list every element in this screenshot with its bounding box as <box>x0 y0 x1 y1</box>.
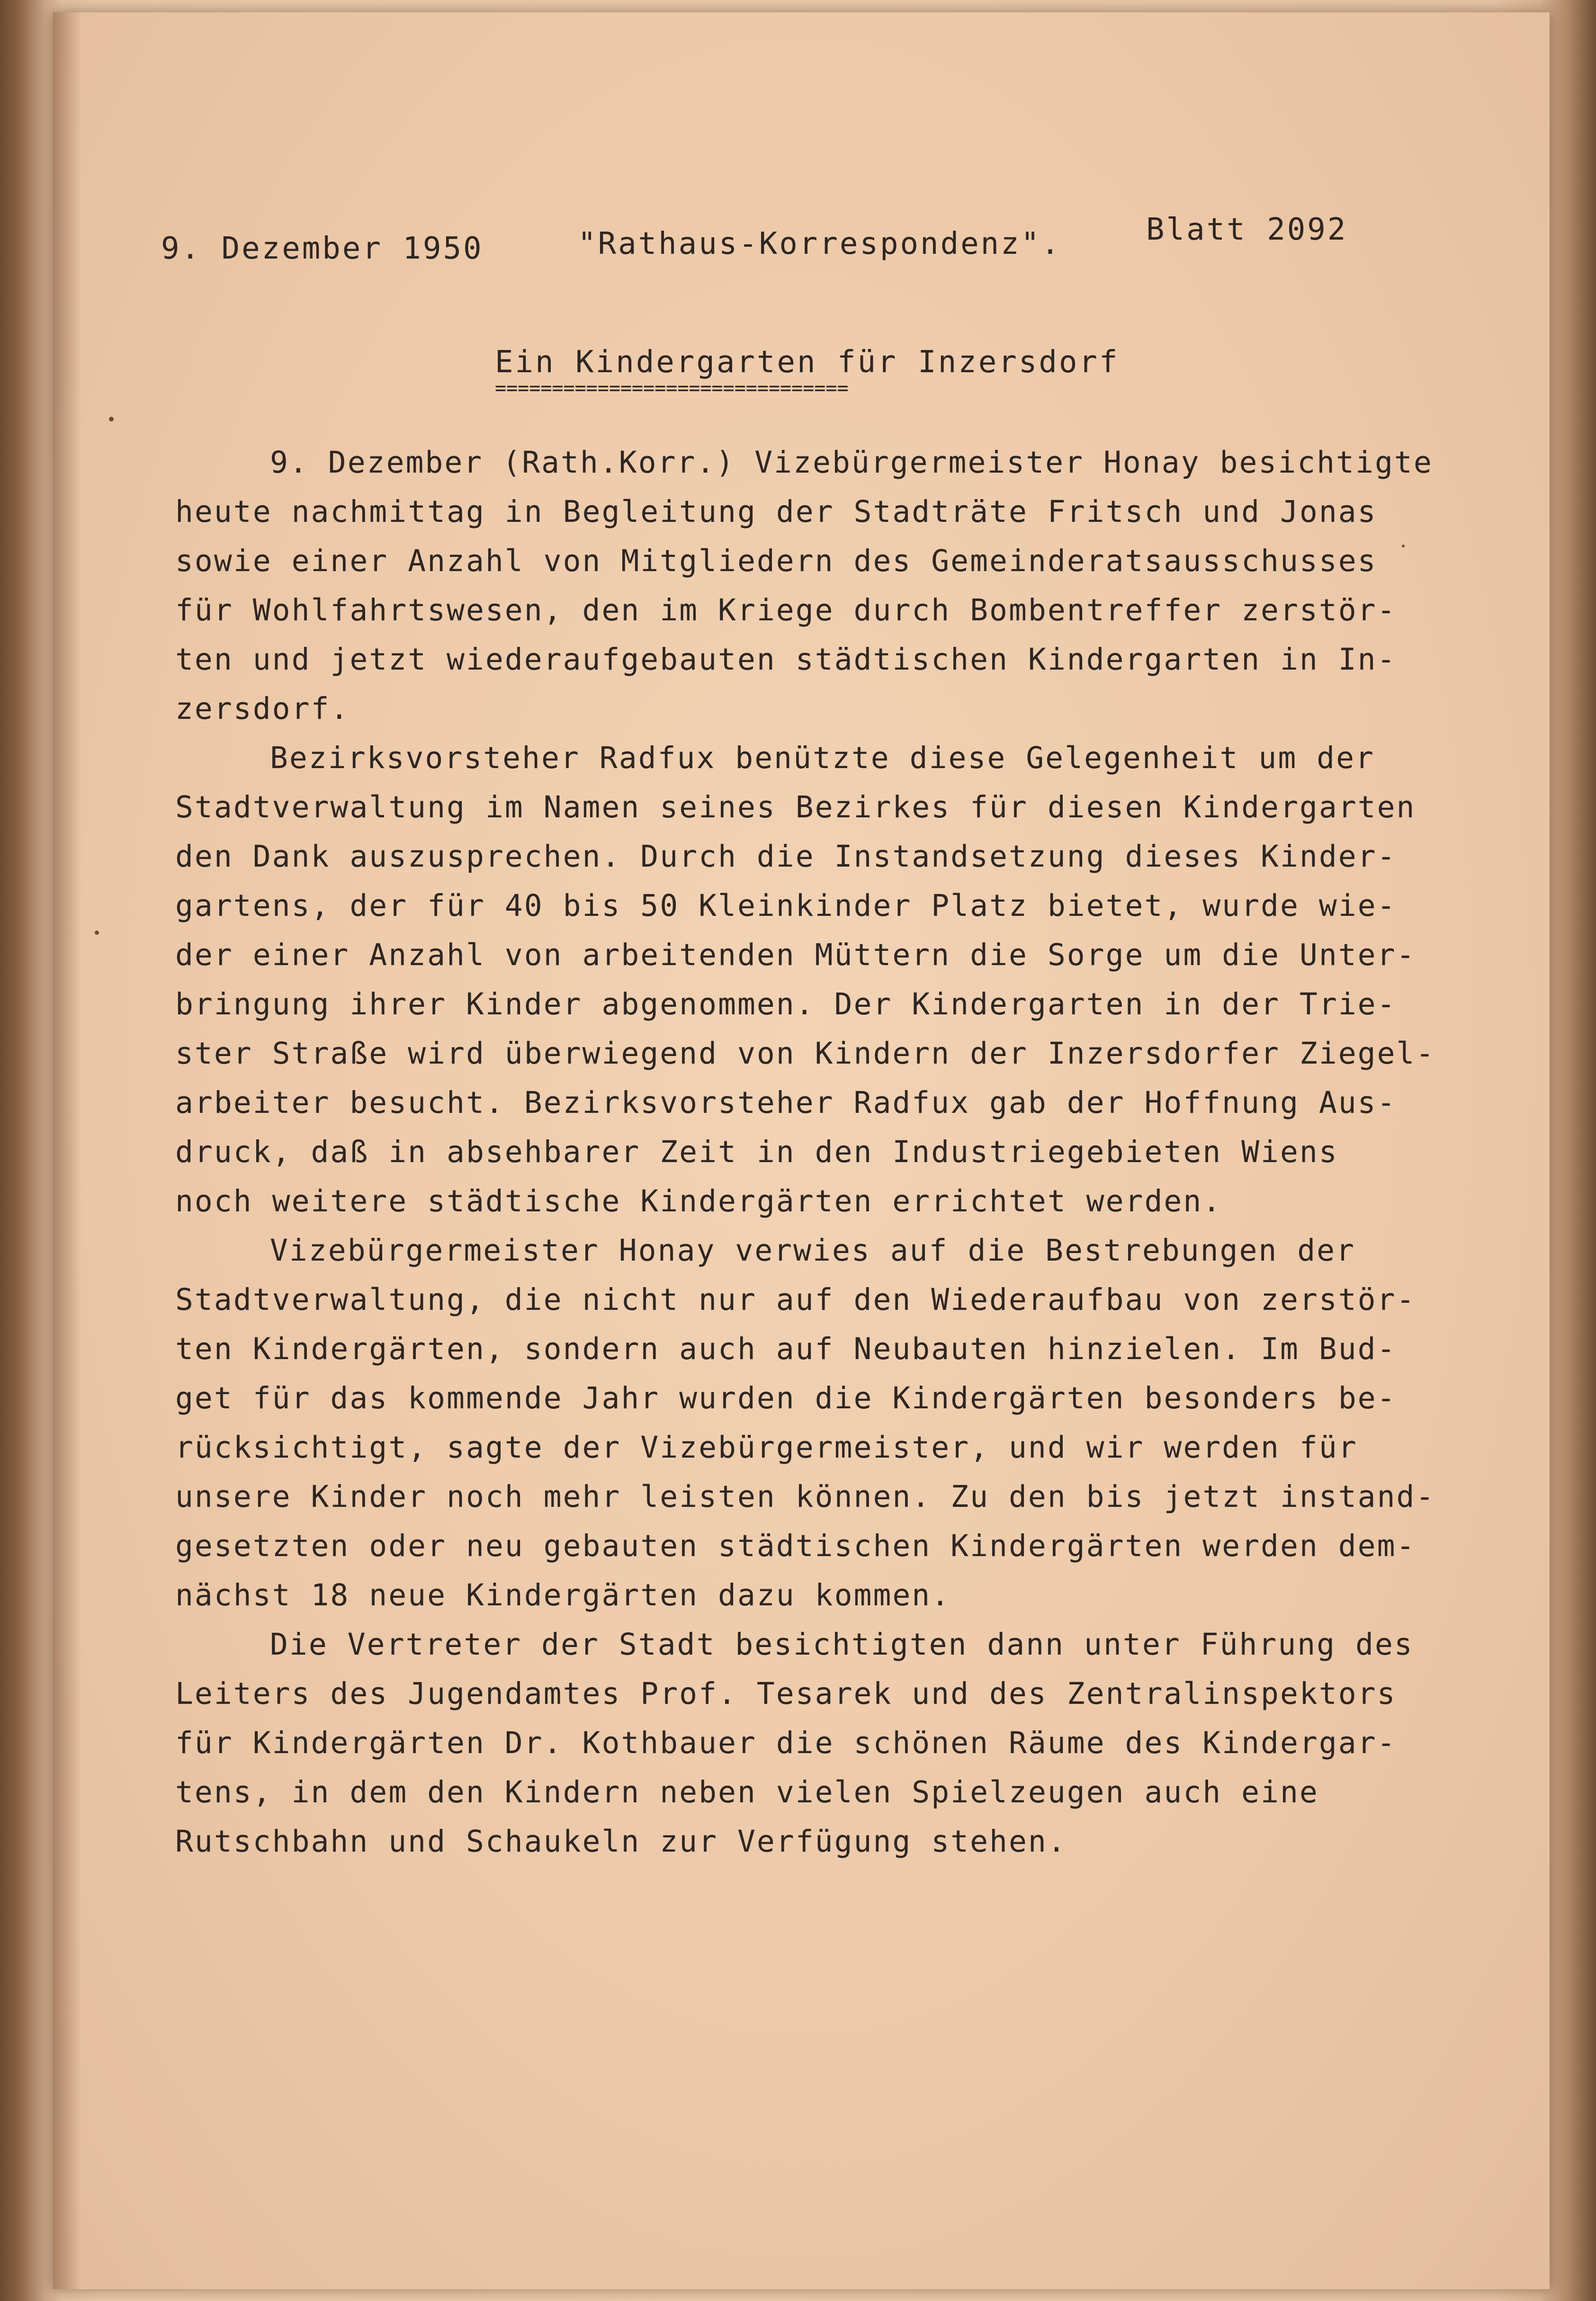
text-line: zersdorf. <box>175 691 350 726</box>
paragraph-4 <box>175 1620 1454 1866</box>
text-line: ten und jetzt wiederaufgebauten städtischen Kindergarten in In- <box>175 642 1397 677</box>
paper-speck <box>109 417 114 421</box>
paragraph-2 <box>175 734 1454 1226</box>
text-line: tens, in dem den Kindern neben vielen Spielzeugen auch eine <box>175 1775 1319 1809</box>
text-line: gesetzten oder neu gebauten städtischen Kindergärten werden dem- <box>175 1529 1416 1563</box>
text-line: Bezirksvorsteher Radfux benützte diese Gelegenheit um der <box>270 741 1375 775</box>
text-line: Leiters des Jugendamtes Prof. Tesarek und des Zentralinspektors <box>175 1676 1397 1711</box>
text-line: nächst 18 neue Kindergärten dazu kommen. <box>175 1578 951 1612</box>
text-line: für Kindergärten Dr. Kothbauer die schönen Räume des Kindergar- <box>175 1726 1397 1760</box>
title-double-rule: =============================== <box>495 377 849 399</box>
header-date: 9. Dezember 1950 <box>161 231 484 266</box>
text-line: heute nachmittag in Begleitung der Stadträte Fritsch und Jonas <box>175 494 1377 529</box>
text-line: get für das kommende Jahr wurden die Kindergärten besonders be- <box>175 1381 1397 1415</box>
paragraph-1 <box>175 438 1454 734</box>
text-line: bringung ihrer Kinder abgenommen. Der Kindergarten in der Trie- <box>175 987 1397 1021</box>
text-line: arbeiter besucht. Bezirksvorsteher Radfux gab der Hoffnung Aus- <box>175 1085 1397 1120</box>
binding-shadow <box>53 12 81 2289</box>
text-line: druck, daß in absehbarer Zeit in den Industriegebieten Wiens <box>175 1135 1338 1169</box>
text-line: ster Straße wird überwiegend von Kindern der Inzersdorfer Ziegel- <box>175 1036 1435 1071</box>
paragraph-3 <box>175 1226 1454 1620</box>
text-line: rücksichtigt, sagte der Vizebürgermeister, und wir werden für <box>175 1430 1358 1465</box>
text-line: ten Kindergärten, sondern auch auf Neubauten hinzielen. Im Bud- <box>175 1332 1397 1366</box>
text-line: den Dank auszusprechen. Durch die Instandsetzung dieses Kinder- <box>175 839 1397 874</box>
text-line: unsere Kinder noch mehr leisten können. Zu den bis jetzt instand- <box>175 1479 1435 1514</box>
header-publication: "Rathaus-Korrespondenz". <box>578 226 1061 261</box>
article-body <box>175 438 1454 1866</box>
text-line: Rutschbahn und Schaukeln zur Verfügung stehen. <box>175 1824 1067 1859</box>
text-line: der einer Anzahl von arbeitenden Müttern die Sorge um die Unter- <box>175 938 1416 972</box>
paper-speck <box>1402 545 1405 547</box>
text-line: Die Vertreter der Stadt besichtigten dann unter Führung des <box>270 1627 1414 1662</box>
text-line: für Wohlfahrtswesen, den im Kriege durch Bombentreffer zerstör- <box>175 593 1397 627</box>
text-line: sowie einer Anzahl von Mitgliedern des Gemeinderatsausschusses <box>175 544 1377 578</box>
text-line: Stadtverwaltung im Namen seines Bezirkes für diesen Kindergarten <box>175 790 1416 824</box>
text-line: gartens, der für 40 bis 50 Kleinkinder Platz bietet, wurde wie- <box>175 888 1397 923</box>
article-title: Ein Kindergarten für Inzersdorf <box>495 345 1120 380</box>
paper-speck <box>95 931 99 935</box>
text-line: noch weitere städtische Kindergärten errichtet werden. <box>175 1184 1222 1218</box>
text-line: Stadtverwaltung, die nicht nur auf den Wiederaufbau von zerstör- <box>175 1282 1416 1317</box>
header-sheet-number: Blatt 2092 <box>1146 212 1348 247</box>
text-line: Vizebürgermeister Honay verwies auf die Bestrebungen der <box>270 1233 1356 1268</box>
text-line: 9. Dezember (Rath.Korr.) Vizebürgermeister Honay besichtigte <box>270 445 1433 480</box>
